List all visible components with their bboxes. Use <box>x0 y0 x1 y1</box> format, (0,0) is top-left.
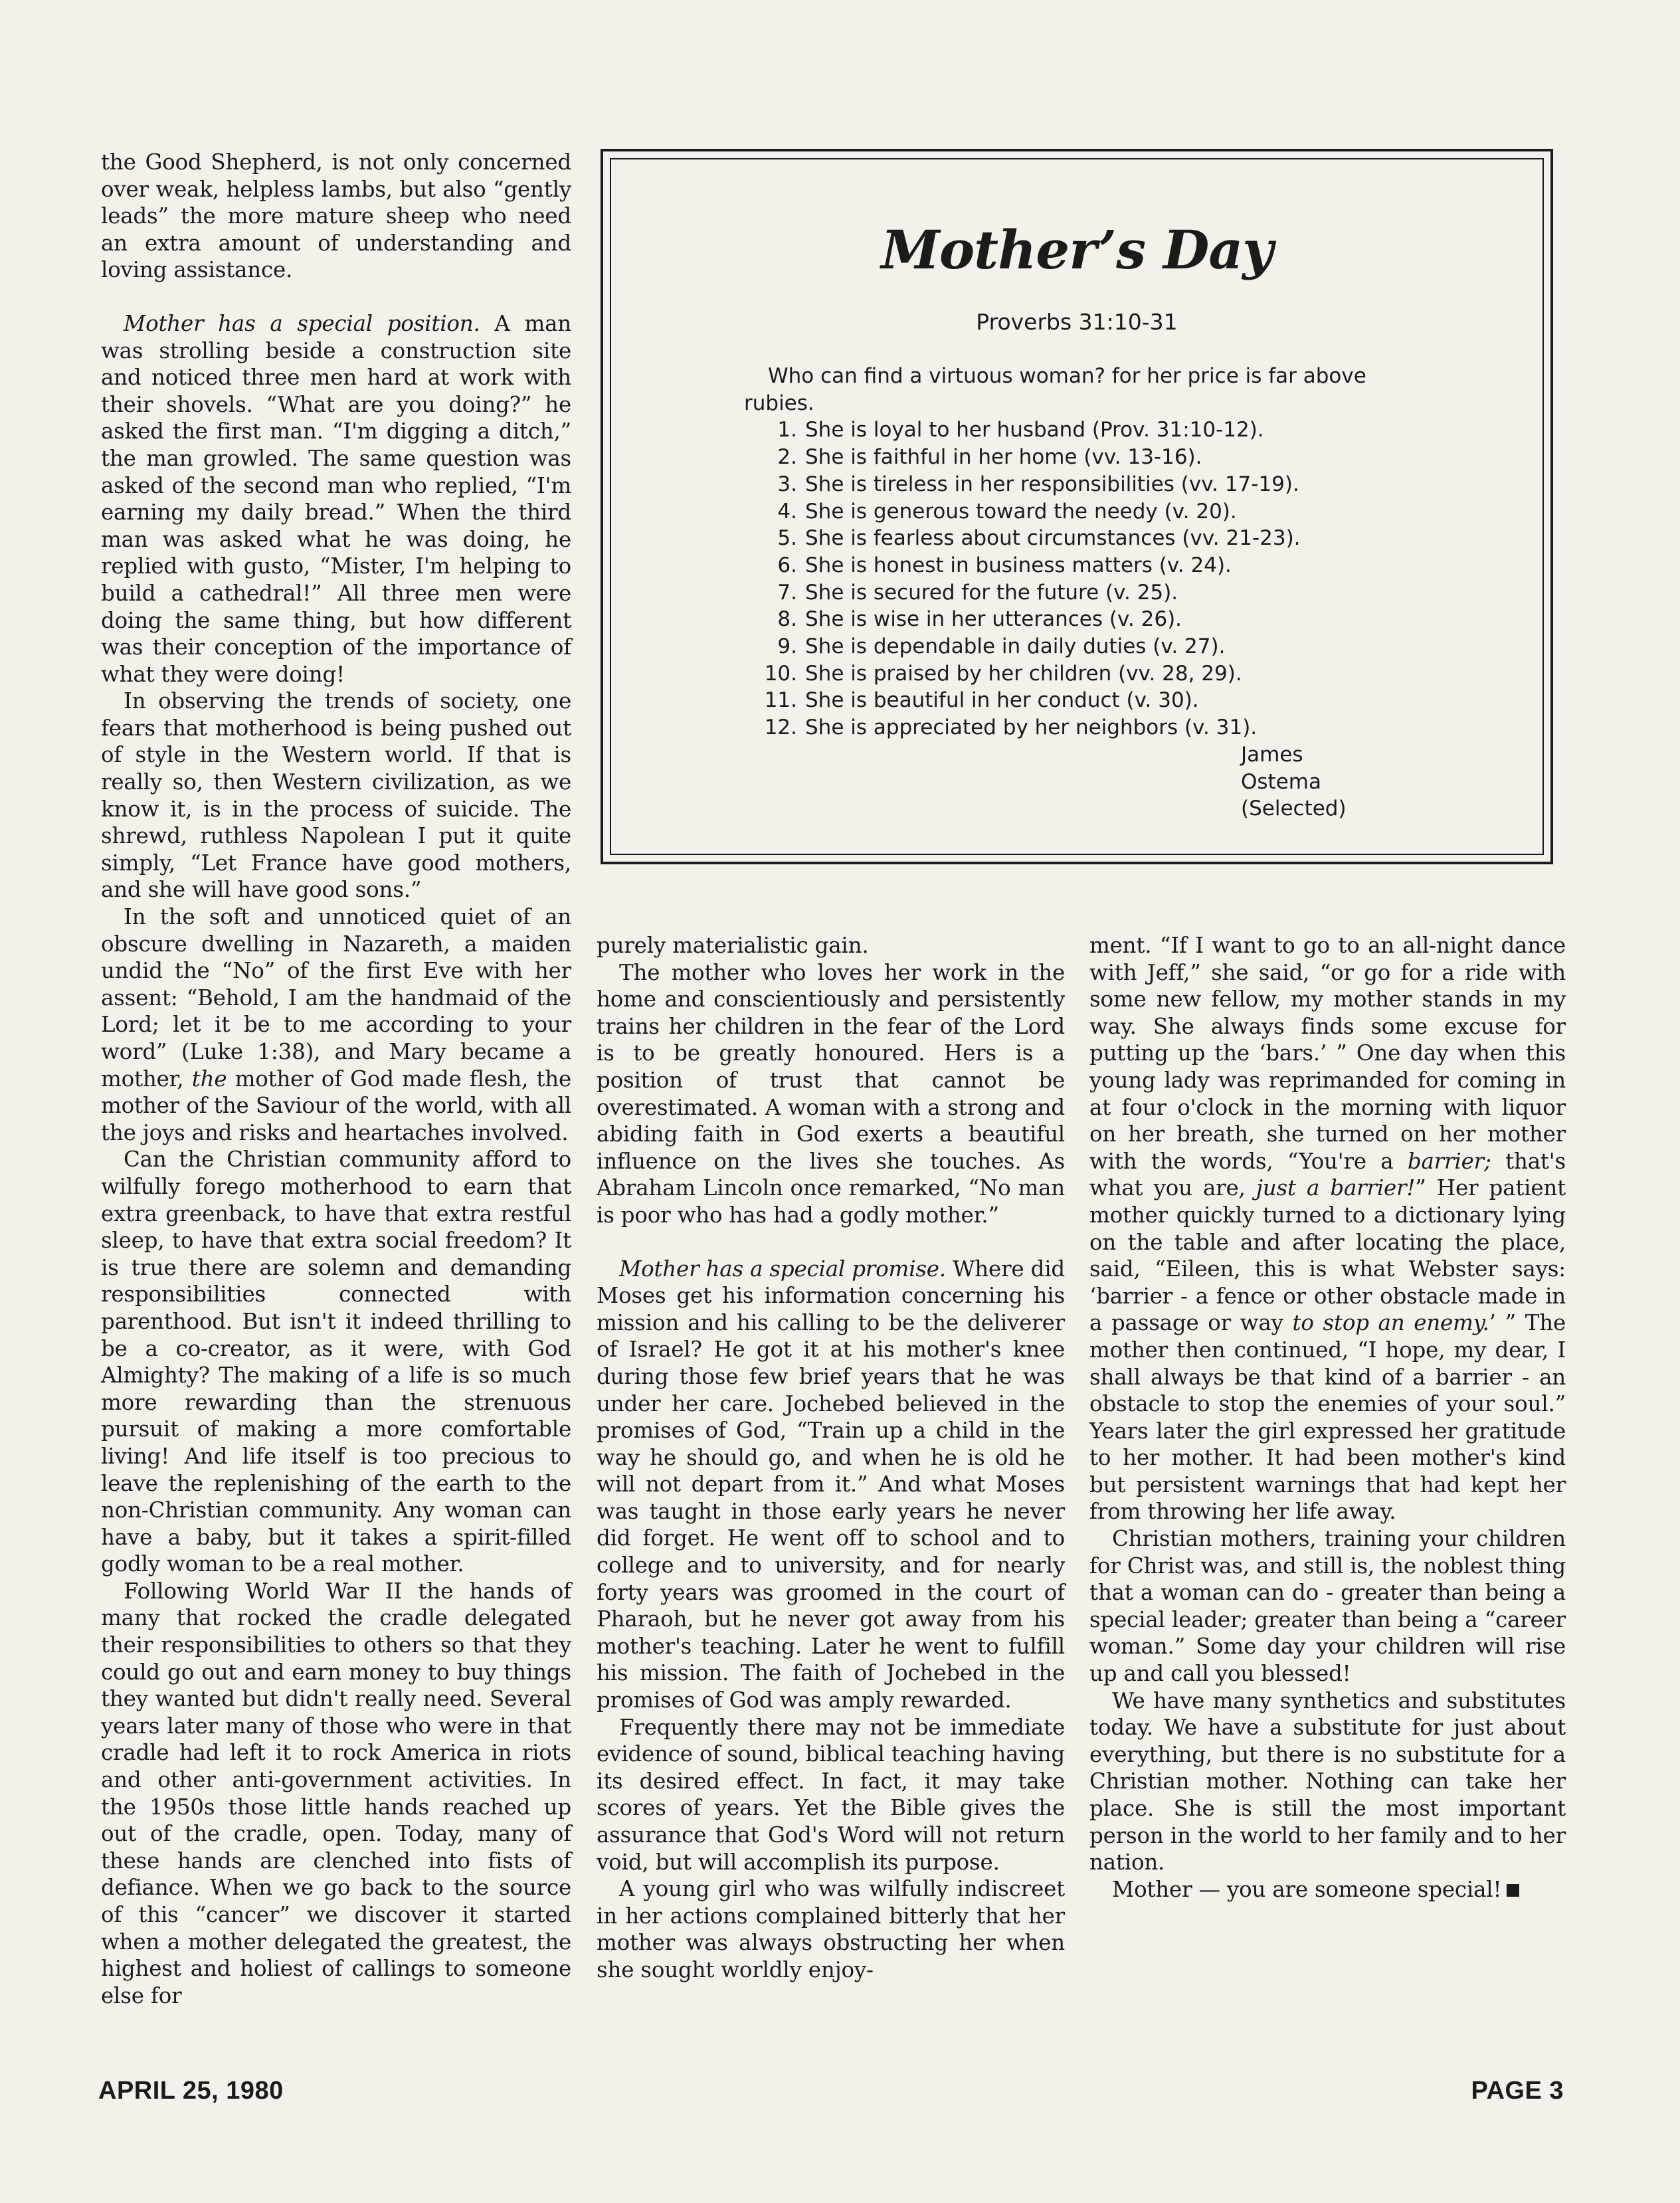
virtue-item <box>744 714 1382 741</box>
virtue-text: She is generous toward the needy (v. 20). <box>805 499 1237 524</box>
virtue-item <box>744 687 1382 714</box>
virtue-item <box>744 471 1382 498</box>
virtue-text: She is secured for the future (v. 25). <box>805 580 1178 605</box>
section-heading-special-promise: Mother has a special promise. <box>619 1256 946 1282</box>
paragraph: purely materialistic gain. <box>597 933 869 958</box>
sidebar-body <box>744 363 1382 822</box>
closing-line: Mother — you are someone special! <box>1112 1876 1502 1902</box>
virtue-item <box>744 444 1382 471</box>
emphasis: just a barrier! <box>1256 1175 1416 1201</box>
virtue-text: She is beautiful in her conduct (v. 30). <box>805 688 1199 713</box>
paragraph: Can the Christian community afford to wilfully forego motherhood to earn that extra greenback, to have that extra restful sleep, to have that extra social freedom? It is true there are solemn and demanding responsibilities connected with parenthood. But isn't it indeed thrilling to be a co-creator, as it were, with God Almighty? The making of a life is so much more rewarding than the strenuous pursuit of making a more comfortable living! And life itself is too precious to leave the replenishing of the earth to the non-Christian community. Any woman can have a baby, but it takes a spirit-filled godly woman to be a real mother. <box>101 1147 571 1577</box>
paragraph: A young girl who was wilfully indiscreet in her actions complained bitterly that her mother was always obstructing her when she sought worldly enjoy- <box>597 1876 1065 1982</box>
paragraph-text: A man was strolling beside a construction site and noticed three men hard at work with their shovels. “What are you doing?” he asked the first man. “I'm digging a ditch,” the man growled. The same question was asked of the second man who replied, “I'm earning my daily bread.” When the third man was asked what he was doing, he replied with gusto, “Mister, I'm helping to build a cathedral!” All three men were doing the same thing, but how different was their conception of the importance of what they were doing! <box>101 310 571 687</box>
paragraph-text: In the soft and unnoticed quiet of an obscure dwelling in Nazareth, a maiden undid the “No” of the first Eve with her assent: “Behold, I am the handmaid of the Lord; let it be to me according to your word” (Luke 1:38), and Mary became a mother, <box>101 904 571 1092</box>
virtue-number: 9. <box>777 634 797 659</box>
paragraph <box>1089 932 1566 1525</box>
emphasis: barrier; <box>1407 1148 1491 1174</box>
virtue-item <box>744 417 1382 444</box>
virtue-text: She is wise in her utterances (v. 26). <box>805 607 1182 632</box>
sidebar-intro: Who can find a virtuous woman? for her price is far above rubies. <box>744 364 1366 415</box>
virtue-item <box>744 525 1382 552</box>
paragraph-text: ” Her patient mother quickly turned to a dictionary lying on the table and after locating the place, said, “Eileen, this is what Webster says: ‘barrier - a fence or other obstacle made in a passage or way <box>1089 1175 1566 1336</box>
virtue-text: She is faithful in her home (vv. 13-16). <box>805 445 1202 470</box>
virtue-number: 8. <box>777 607 797 632</box>
virtue-text: She is loyal to her husband (Prov. 31:10-12). <box>805 418 1264 442</box>
paragraph <box>1089 1876 1566 1903</box>
paragraph: We have many synthetics and substitutes today. We have a substitute for just about everything, but there is no substitute for a Christian mother. Nothing can take her place. She is still the most important person in the world to her family and to her nation. <box>1089 1687 1566 1875</box>
sidebar-credit: (Selected) <box>1241 797 1347 821</box>
issue-date: APRIL 25, 1980 <box>98 2077 284 2105</box>
paragraph-text: ’ ” The mother then continued, “I hope, my dear, I shall always be that kind of a barrier - an obstacle to stop the enemies of your soul.” Years later the girl expressed her gratitude to her mother. It had been mother's kind but persistent warnings that had kept her from throwing her life away. <box>1089 1310 1566 1525</box>
page-number: PAGE 3 <box>1471 2077 1564 2105</box>
paragraph: Following World War II the hands of many that rocked the cradle delegated their responsibilities to others so that they could go out and earn money to buy things they wanted but didn't really need. Several years later many of those who were in that cradle had left it to rock America in riots and other anti-government activities. In the 1950s those little hands reached up out of the cradle, open. Today, many of these hands are clenched into fists of defiance. When we go back to the source of this “cancer” we discover it started when a mother delegated the greatest, the highest and holiest of callings to someone else for <box>101 1578 571 2008</box>
middle-column <box>597 932 1065 1984</box>
paragraph: In observing the trends of society, one fears that motherhood is being pushed out of style in the Western world. If that is really so, then Western civilization, as we know it, is in the process of suicide. The shrewd, ruthless Napolean I put it quite simply, “Let France have good mothers, and she will have good sons.” <box>101 688 571 903</box>
virtue-item <box>744 606 1382 633</box>
virtue-number: 5. <box>777 526 797 551</box>
virtue-number: 3. <box>777 472 797 496</box>
virtue-number: 11. <box>764 688 797 713</box>
virtue-item <box>744 498 1382 526</box>
virtue-text: She is tireless in her responsibilities (vv. 17-19). <box>805 472 1299 496</box>
paragraph: The mother who loves her work in the home and conscientiously and persistently trains her children in the fear of the Lord is to be greatly honoured. Hers is a position of trust that cannot be overestimated. A woman with a strong and abiding faith in God exerts a beautiful influence on the lives she touches. As Abraham Lincoln once remarked, “No man is poor who has had a godly mother.” <box>597 959 1065 1228</box>
end-of-article-mark <box>1507 1884 1519 1897</box>
scripture-reference: Proverbs 31:10-31 <box>976 309 1178 335</box>
virtue-item <box>744 579 1382 607</box>
sidebar-author: James Ostema <box>1241 742 1321 794</box>
virtue-number: 7. <box>777 580 797 605</box>
virtue-text: She is honest in business matters (v. 24). <box>805 553 1232 577</box>
virtue-text: She is praised by her children (vv. 28, 29). <box>805 661 1242 686</box>
virtue-item <box>744 633 1382 660</box>
virtue-number: 1. <box>777 418 797 442</box>
virtues-list <box>744 417 1382 741</box>
mothers-day-sidebar <box>601 149 1553 864</box>
virtue-number: 6. <box>777 553 797 577</box>
virtue-text: She is dependable in daily duties (v. 27). <box>805 634 1226 659</box>
emphasis: to stop an enemy. <box>1292 1310 1489 1336</box>
virtue-number: 12. <box>764 716 797 740</box>
virtue-number: 10. <box>764 661 797 686</box>
sidebar-title: Mother’s Day <box>881 219 1273 281</box>
paragraph-text: Where did Moses get his information concerning his mission and his calling to be the deliverer of Israel? He got it at his mother's knee during those few brief years that he was under her care. Jochebed believed in the promises of God, “Train up a child in the way he should go, and when he is old he will not depart from it.” And what Moses was taught in those early years he never did forget. He went off to school and to college and to university, and for nearly forty years was groomed in the court of Pharaoh, but he never got away from his mother's teaching. Later he went to fulfill his mission. The faith of Jochebed in the promises of God was amply rewarded. <box>597 1256 1065 1713</box>
paragraph: the Good Shepherd, is not only concerned over weak, helpless lambs, but also “gently leads” the more mature sheep who need an extra amount of understanding and loving assistance. <box>101 149 571 283</box>
paragraph <box>101 310 571 688</box>
right-column <box>1089 932 1566 1903</box>
virtue-text: She is fearless about circumstances (vv. 21-23). <box>805 526 1301 551</box>
virtue-item <box>744 552 1382 579</box>
paragraph: Frequently there may not be immediate evidence of sound, biblical teaching having its desired effect. In fact, it may take scores of years. Yet the Bible gives the assurance that God's Word will not return void, but will accomplish its purpose. <box>597 1714 1065 1875</box>
virtue-number: 2. <box>777 445 797 470</box>
virtue-item <box>744 660 1382 688</box>
paragraph-text: mother of God made flesh, the mother of the Saviour of the world, with all the joys and risks and heartaches involved. <box>101 1066 571 1145</box>
paragraph <box>101 904 571 1146</box>
paragraph: Christian mothers, training your children for Christ was, and still is, the noblest thing that a woman can do - greater than being a special leader; greater than being a “career woman.” Some day your children will rise up and call you blessed! <box>1089 1526 1566 1687</box>
virtue-number: 4. <box>777 499 797 524</box>
paragraph-text: that's what you are, <box>1089 1148 1566 1201</box>
virtue-text: She is appreciated by her neighbors (v. 31). <box>805 716 1258 740</box>
paragraph <box>597 1256 1065 1714</box>
left-column <box>101 149 571 2009</box>
section-heading-special-position: Mother has a special position. <box>124 310 480 336</box>
paragraph-text: ment. “If I want to go to an all-night dance with Jeff,” she said, “or go for a ride with some new fellow, my mother stands in my way. She always finds some excuse for putting up the ‘bars.’ ” One day when this young lady was reprimanded for coming in at four o'clock in the morning with liquor on her breath, she turned on her mother with the words, “You're a <box>1089 933 1566 1174</box>
emphasis: the <box>191 1066 227 1092</box>
